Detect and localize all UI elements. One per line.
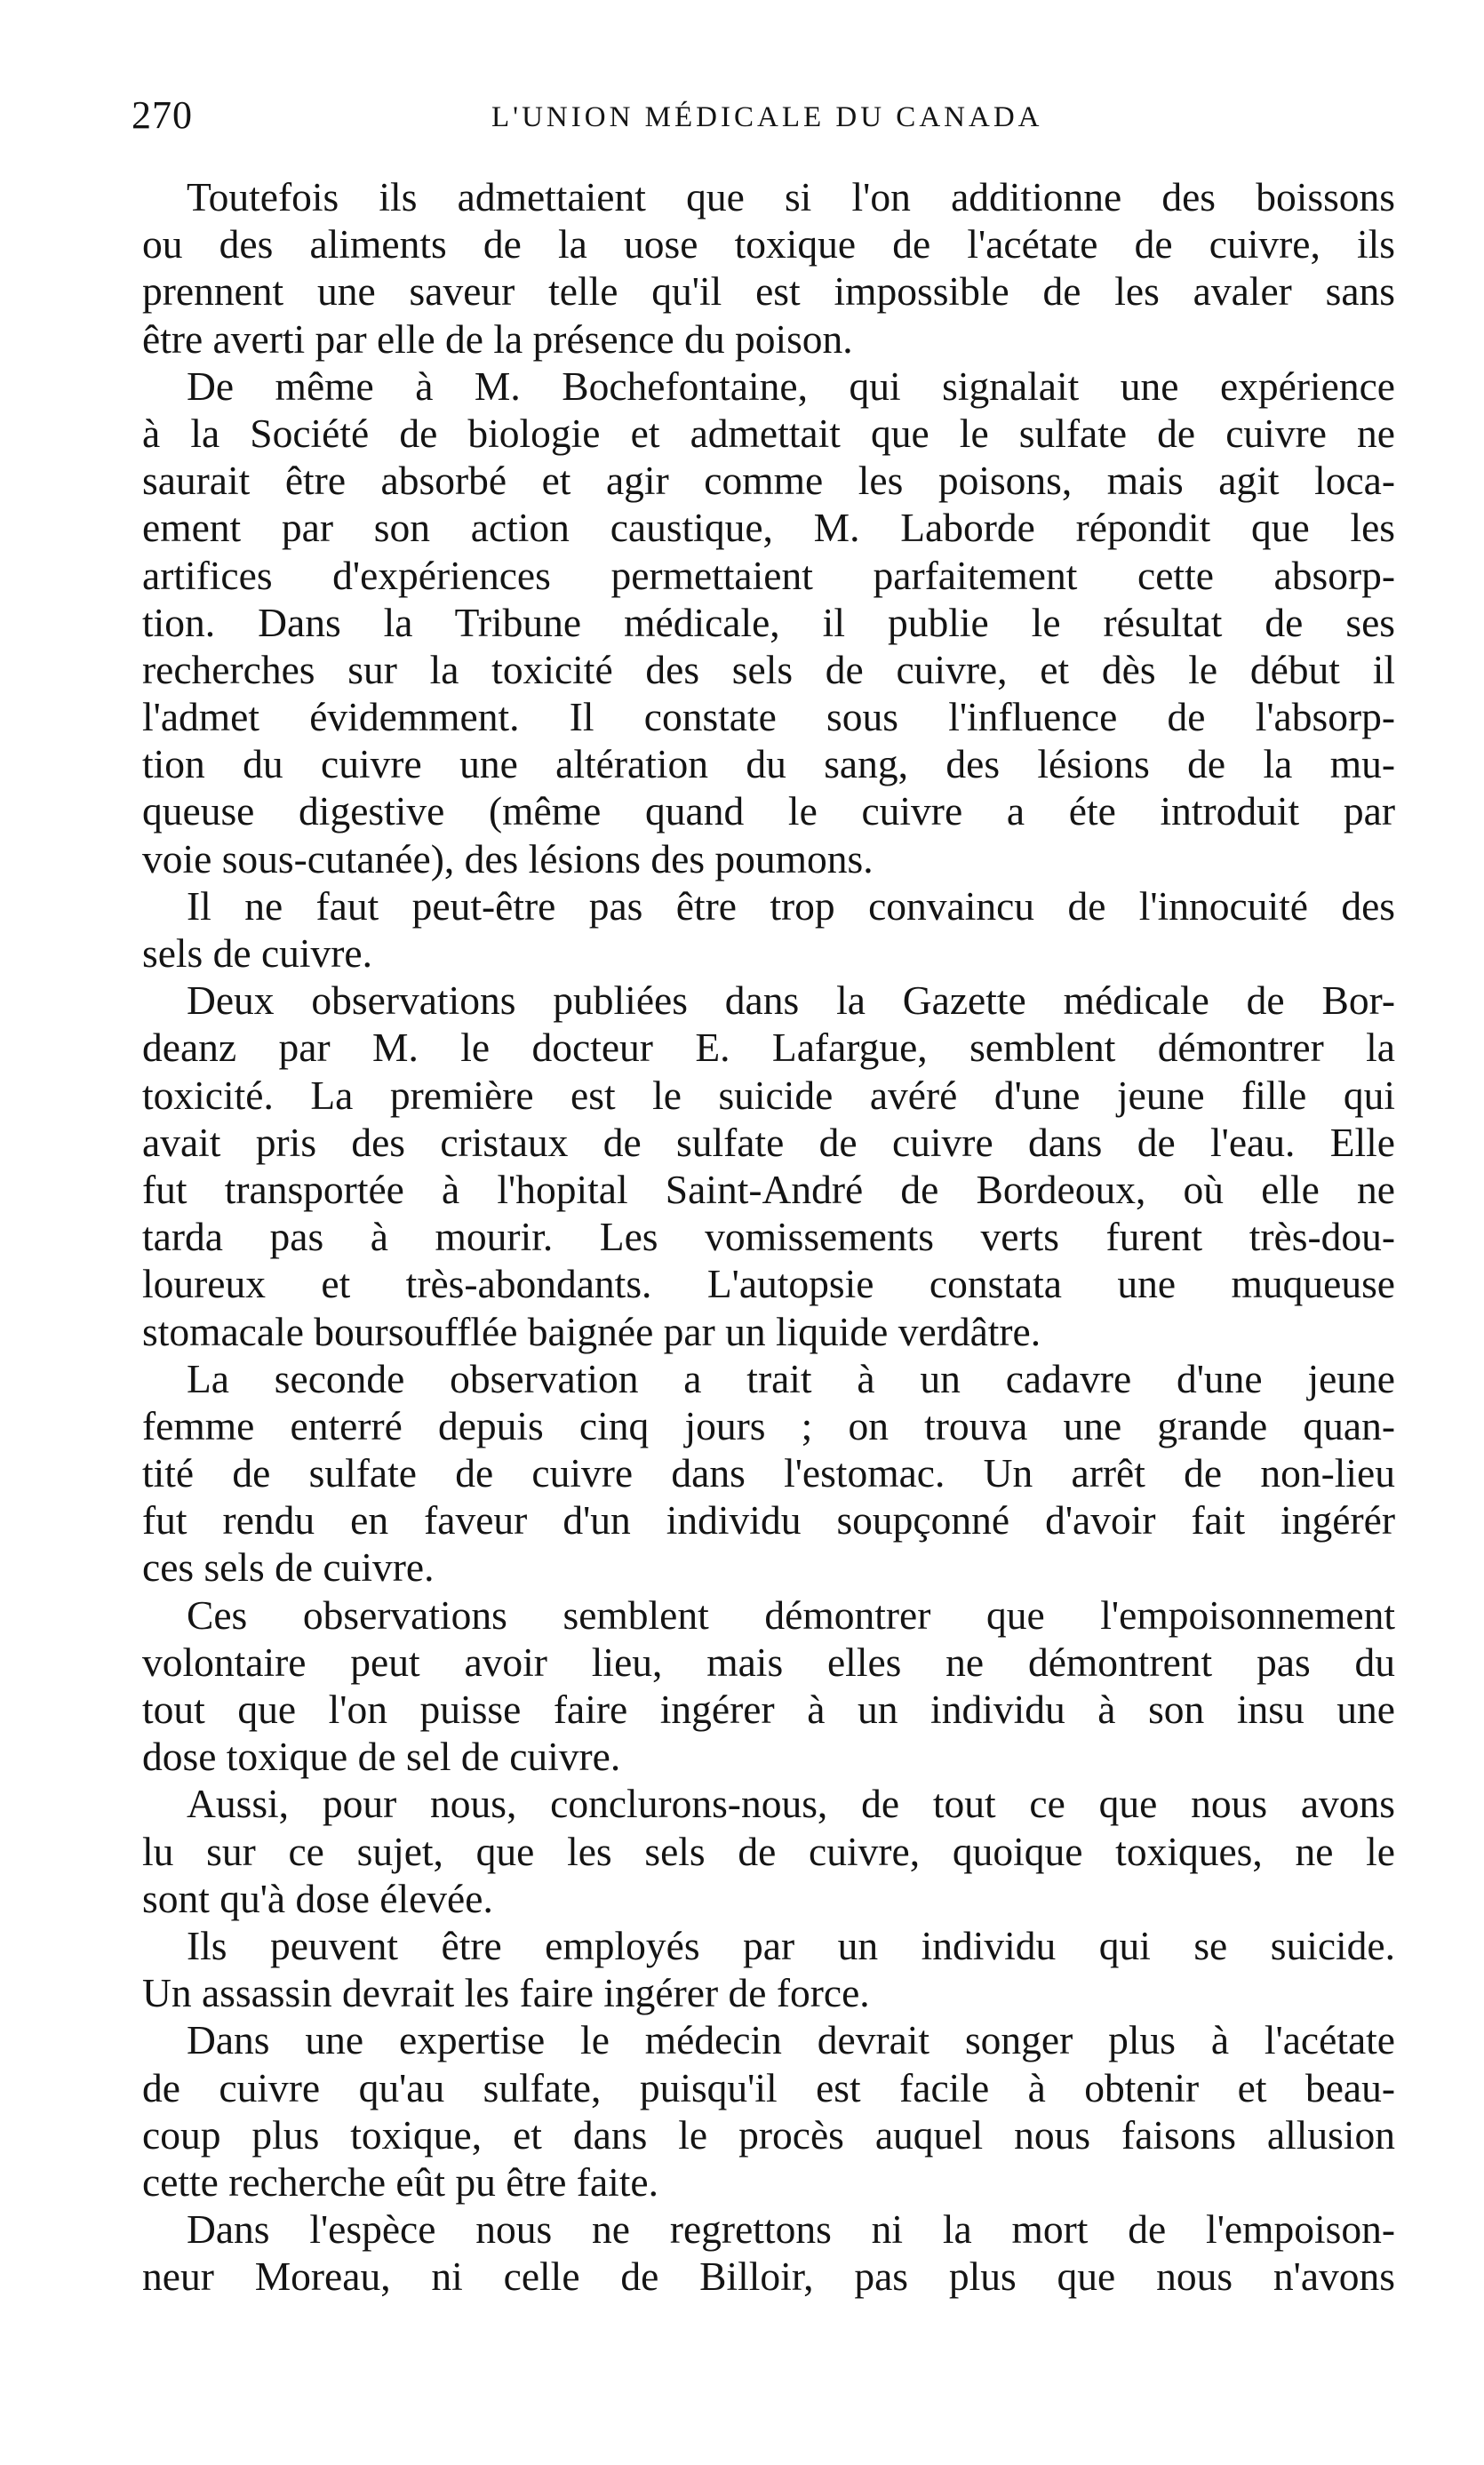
- text-line: dose toxique de sel de cuivre.: [142, 1734, 621, 1780]
- text-line: De même à M. Bochefontaine, qui signalait une expérience: [187, 363, 1395, 409]
- text-line: saurait être absorbé et agir comme les poisons, mais agit loca-: [142, 458, 1395, 504]
- journal-title: L'UNION MÉDICALE DU CANADA: [491, 101, 1043, 133]
- text-line: Toutefois ils admettaient que si l'on additionne des boissons: [187, 174, 1395, 219]
- text-line: stomacale boursoufflée baignée par un liquide verdâtre.: [142, 1308, 1041, 1354]
- text-line: ou des aliments de la uose toxique de l'acétate de cuivre, ils: [142, 221, 1395, 267]
- text-line: sels de cuivre.: [142, 930, 373, 976]
- text-line: recherches sur la toxicité des sels de cuivre, et dès le début il: [142, 646, 1395, 692]
- text-line: à la Société de biologie et admettait que le sulfate de cuivre ne: [142, 410, 1395, 456]
- text-line: Deux observations publiées dans la Gazette médicale de Bor-: [187, 977, 1395, 1024]
- text-line: toxicité. La première est le suicide avéré d'une jeune fille qui: [142, 1072, 1395, 1118]
- text-line: lu sur ce sujet, que les sels de cuivre, quoique toxiques, ne le: [142, 1828, 1395, 1874]
- body-text: [142, 173, 1395, 2300]
- running-head: [132, 89, 1402, 142]
- text-line: ement par son action caustique, M. Laborde répondit que les: [142, 505, 1395, 551]
- text-line: Dans l'espèce nous ne regrettons ni la mort de l'empoison-: [187, 2206, 1395, 2253]
- text-line: Aussi, pour nous, conclurons-nous, de tout ce que nous avons: [187, 1781, 1395, 1827]
- text-line: fut transportée à l'hopital Saint-André de Bordeoux, où elle ne: [142, 1166, 1395, 1212]
- text-line: Un assassin devrait les faire ingérer de force.: [142, 1970, 870, 2016]
- text-line: coup plus toxique, et dans le procès auquel nous faisons allusion: [142, 2111, 1395, 2158]
- text-line: de cuivre qu'au sulfate, puisqu'il est facile à obtenir et beau-: [142, 2064, 1395, 2110]
- text-line: fut rendu en faveur d'un individu soupçonné d'avoir fait ingérér: [142, 1497, 1395, 1544]
- text-line: avait pris des cristaux de sulfate de cuivre dans de l'eau. Elle: [142, 1119, 1395, 1165]
- text-line: tion du cuivre une altération du sang, des lésions de la mu-: [142, 741, 1395, 787]
- text-line: deanz par M. le docteur E. Lafargue, semblent démontrer la: [142, 1025, 1395, 1071]
- text-line: Il ne faut peut-être pas être trop convaincu de l'innocuité des: [187, 882, 1395, 929]
- text-line: tion. Dans la Tribune médicale, il publie le résultat de ses: [142, 599, 1395, 645]
- page-number: 270: [132, 93, 193, 137]
- text-line: prennent une saveur telle qu'il est impossible de les avaler sans: [142, 268, 1395, 315]
- text-line: être averti par elle de la présence du poison.: [142, 315, 853, 362]
- text-line: artifices d'expériences permettaient parfaitement cette absorp-: [142, 552, 1395, 598]
- text-line: La seconde observation a trait à un cadavre d'une jeune: [187, 1355, 1395, 1401]
- text-line: l'admet évidemment. Il constate sous l'influence de l'absorp-: [142, 694, 1395, 740]
- text-line: neur Moreau, ni celle de Billoir, pas plus que nous n'avons: [142, 2254, 1395, 2300]
- text-line: Ils peuvent être employés par un individu qui se suicide.: [187, 1922, 1395, 1968]
- text-line: Ces observations semblent démontrer que l'empoisonnement: [187, 1591, 1395, 1638]
- text-line: femme enterré depuis cinq jours ; on trouva une grande quan-: [142, 1402, 1395, 1448]
- text-line: tité de sulfate de cuivre dans l'estomac. Un arrêt de non-lieu: [142, 1450, 1395, 1496]
- text-line: loureux et très-abondants. L'autopsie constata une muqueuse: [142, 1261, 1395, 1307]
- text-line: ces sels de cuivre.: [142, 1544, 435, 1591]
- text-line: sont qu'à dose élevée.: [142, 1875, 493, 1921]
- text-line: cette recherche eût pu être faite.: [142, 2158, 658, 2205]
- text-line: tarda pas à mourir. Les vomissements verts furent très-dou-: [142, 1214, 1395, 1260]
- text-line: voie sous-cutanée), des lésions des poumons.: [142, 835, 874, 881]
- text-line: queuse digestive (même quand le cuivre a éte introduit par: [142, 788, 1395, 834]
- text-line: tout que l'on puisse faire ingérer à un individu à son insu une: [142, 1687, 1395, 1732]
- text-line: Dans une expertise le médecin devrait songer plus à l'acétate: [187, 2017, 1395, 2063]
- text-line: volontaire peut avoir lieu, mais elles ne démontrent pas du: [142, 1639, 1395, 1685]
